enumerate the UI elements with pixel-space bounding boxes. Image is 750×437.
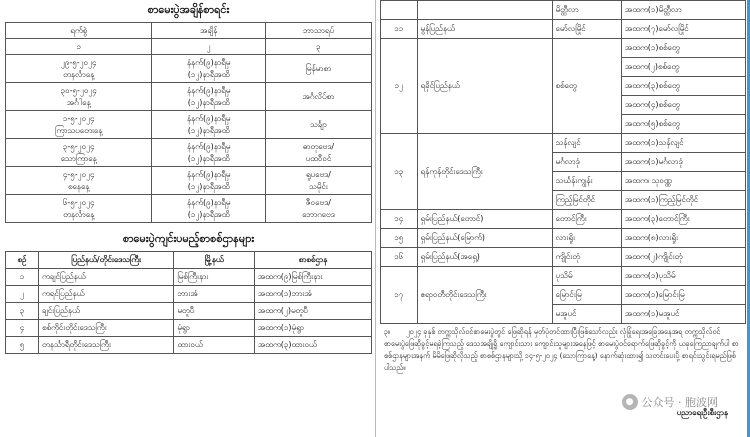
centers-region: ရှမ်းပြည်နယ်(အရှေ့) <box>417 248 552 267</box>
centers-center: အထက(၃)ထားဝယ် <box>254 337 371 354</box>
schedule-index: ၃ <box>265 39 371 55</box>
schedule-time: နံနက်(၉)နာရီမှ (၁၂)နာရီအထိ <box>152 167 265 195</box>
left-column <box>5 0 372 437</box>
department-signature: ပညာရေးဦးစီးဌာန <box>676 408 728 417</box>
schedule-time: နံနက်(၉)နာရီမှ (၁၂)နာရီအထိ <box>152 139 265 167</box>
centers-header-region: ပြည်နယ်/တိုင်းဒေသကြီး <box>38 252 173 269</box>
centers-table-continued <box>380 0 746 324</box>
centers-no: ၃ <box>6 303 39 320</box>
schedule-date: ၃၀-၅-၂၀၂၄ အင်္ဂါနေ့ <box>6 83 152 111</box>
centers-no: ၁၁ <box>381 20 418 39</box>
centers-no: ၁၆ <box>381 248 418 267</box>
centers-center: အထက(၁)မြောင်းမြ <box>621 286 745 305</box>
note-text: ၂၀၂၄ ခုနှစ် တက္ကသိုလ်ဝင်စာမေးပွဲတွင် ဖြေဆိုရန် မှတ်ပုံတင်ထားပြီးဖြစ်သော်လည်း လုံခြုံရေးအခြေအနေအရ တက္ကသိုလ်ဝင်စာမေးပွဲဖြေဆိုခွင့်မရခဲ့ကြသည့် ဒေသအချို့ရှိ ကျောင်းသား ကျောင်းသူများအနေဖြင့် စာမေးပွဲဝင်ရောက်ဖြေဆိုခွင့်ကို ယခုကြေညာချက်ပါ စာစစ်ဌာနများအနက် မိမိဖြေဆိုလိုသည့် စာစစ်ဌာနများသို့ ၁၄-၅-၂၀၂၄ (သောကြာနေ့) နောက်ဆုံးထား၍ သတင်းပေးပို့ စာရင်းသွင်းရမည်ဖြစ်ပါသည်။ <box>384 327 739 372</box>
column-divider <box>375 0 376 437</box>
schedule-row <box>6 139 372 167</box>
schedule-subject: အင်္ဂလိပ်စာ <box>265 83 371 111</box>
centers-center: အထက(၂)စစ်တွေ <box>621 58 745 77</box>
centers-row <box>6 269 372 286</box>
centers-region: ရှမ်းပြည်နယ်(တောင်) <box>417 210 552 229</box>
centers-region: ကချင်ပြည်နယ် <box>38 269 173 286</box>
centers-row <box>6 303 372 320</box>
centers-township: မော်လမြိုင် <box>552 20 621 39</box>
centers-center: အထက(၃)တောင်ကြီး <box>621 210 745 229</box>
watermark-text: 公众号 · 胞波网 <box>641 396 718 409</box>
centers-no: ၁၇ <box>381 267 418 324</box>
centers-township: မင်္ဂလာဒုံ <box>552 153 621 172</box>
centers-region <box>417 1 552 20</box>
centers-row <box>381 267 746 286</box>
schedule-subject: ဓာတုဗေဒ/ ပထဝီဝင် <box>265 139 371 167</box>
schedule-date: ၆-၅-၂၀၂၄ တနင်္လာနေ့ <box>6 195 152 223</box>
centers-center: အထက(၁)မိတ္ထီလာ <box>621 1 745 20</box>
centers-center: အထက(၁)သန်လျင် <box>621 134 745 153</box>
centers-center: အထက(၁)ဘားအံ <box>254 286 371 303</box>
centers-no: ၁ <box>6 269 39 286</box>
schedule-time: နံနက်(၉)နာရီမှ (၁၂)နာရီအထိ <box>152 83 265 111</box>
schedule-date: ၁-၅-၂၀၂၄ ကြာသပတေးနေ့ <box>6 111 152 139</box>
centers-region: ဧရာဝတီတိုင်းဒေသကြီး <box>417 267 552 324</box>
centers-township: ထားဝယ် <box>174 337 255 354</box>
schedule-row <box>6 195 372 223</box>
schedule-subject: သင်္ချာ <box>265 111 371 139</box>
schedule-date: ၄-၅-၂၀၂၄ စနေနေ့ <box>6 167 152 195</box>
schedule-header-subject: ဘာသာရပ် <box>265 23 371 39</box>
centers-township: ပုသိမ် <box>552 267 621 286</box>
centers-row <box>381 20 746 39</box>
centers-township: ကြည့်မြင်တိုင် <box>552 191 621 210</box>
centers-township: လားရှိုး <box>552 229 621 248</box>
centers-center: အထက(၉)မြစ်ကြီးနား <box>254 269 371 286</box>
centers-no: ၄ <box>6 320 39 337</box>
centers-center: အထက(၈)လားရှိုး <box>621 229 745 248</box>
centers-center: အထက(၂)ကျိုင်းတုံ <box>621 248 745 267</box>
schedule-header-time: အချိန် <box>152 23 265 39</box>
centers-header-township: မြို့နယ် <box>174 252 255 269</box>
centers-center: အထက(၅)စစ်တွေ <box>621 115 745 134</box>
centers-region: ရန်ကုန်တိုင်းဒေသကြီး <box>417 134 552 210</box>
wechat-icon: ● <box>622 394 638 410</box>
centers-no: ၅ <box>6 337 39 354</box>
centers-region: ရှမ်းပြည်နယ်(မြောက်) <box>417 229 552 248</box>
schedule-row <box>6 55 372 83</box>
schedule-header-date: ရက်စွဲ <box>6 23 152 39</box>
schedule-subject: ဇီဝဗေဒ/ ဘောဂဗေဒ <box>265 195 371 223</box>
centers-center: အထက(၄)စစ်တွေ <box>621 96 745 115</box>
centers-no <box>381 1 418 20</box>
centers-region: မွန်ပြည်နယ် <box>417 20 552 39</box>
centers-township: တောင်ကြီး <box>552 210 621 229</box>
centers-table <box>5 251 372 354</box>
right-column <box>380 0 746 437</box>
centers-no: ၁၄ <box>381 210 418 229</box>
centers-region: စစ်ကိုင်းတိုင်းဒေသကြီး <box>38 320 173 337</box>
centers-township: မြစ်ကြီးနား <box>174 269 255 286</box>
centers-center: အထက(၂)မတူပီ <box>254 303 371 320</box>
schedule-header-row <box>6 23 372 39</box>
centers-region: တနင်္သာရီတိုင်းဒေသကြီး <box>38 337 173 354</box>
centers-township: မိတ္ထီလာ <box>552 1 621 20</box>
schedule-title: စာမေးပွဲအချိန်စာရင်း <box>147 3 230 16</box>
centers-row <box>381 248 746 267</box>
schedule-time: နံနက်(၉)နာရီမှ (၁၂)နာရီအထိ <box>152 111 265 139</box>
centers-no: ၂ <box>6 286 39 303</box>
centers-no: ၁၂ <box>381 39 418 134</box>
centers-township: မအူပင် <box>552 305 621 324</box>
schedule-subject: ရူပဗေဒ/ သမိုင်း <box>265 167 371 195</box>
centers-row <box>381 1 746 20</box>
schedule-index: ၁ <box>6 39 152 55</box>
centers-region: ကရင်ပြည်နယ် <box>38 286 173 303</box>
centers-header-no: စဉ် <box>6 252 39 269</box>
schedule-time: နံနက်(၉)နာရီမှ (၁၂)နာရီအထိ <box>152 195 265 223</box>
centers-center: အထက(၃)စစ်တွေ <box>621 77 745 96</box>
centers-center: အထက(၁)စစ်တွေ <box>621 39 745 58</box>
centers-row <box>381 210 746 229</box>
centers-row <box>6 337 372 354</box>
centers-row <box>6 286 372 303</box>
centers-township: မတူပီ <box>174 303 255 320</box>
centers-no: ၁၅ <box>381 229 418 248</box>
centers-township: စစ်တွေ <box>552 39 621 134</box>
centers-header-row <box>6 252 372 269</box>
centers-row <box>381 39 746 58</box>
centers-title: စာမေးပွဲကျင်းပမည့်စာစစ်ဌာနများ <box>122 232 255 245</box>
centers-township: ကျိုင်းတုံ <box>552 248 621 267</box>
schedule-index: ၂ <box>152 39 265 55</box>
centers-center: အထက(၁)ပုသိမ် <box>621 267 745 286</box>
centers-header-center: စာစစ်ဌာန <box>254 252 371 269</box>
centers-township: သန်လျင် <box>552 134 621 153</box>
centers-township: ဘားအံ <box>174 286 255 303</box>
schedule-index-row <box>6 39 372 55</box>
schedule-row <box>6 111 372 139</box>
centers-row <box>381 134 746 153</box>
centers-center: အထက(၁)မင်္ဂလာဒုံ <box>621 153 745 172</box>
centers-no: ၁၃ <box>381 134 418 210</box>
centers-center: အထက(၁)ကြည့်မြင်တိုင် <box>621 191 745 210</box>
schedule-row <box>6 83 372 111</box>
centers-center: အထက(၇)မော်လမြိုင် <box>621 20 745 39</box>
schedule-date: ၂၉-၅-၂၀၂၄ တနင်္လာနေ့ <box>6 55 152 83</box>
centers-row <box>6 320 372 337</box>
centers-center: အထက(၁)မုံရွာ <box>254 320 371 337</box>
centers-region: ရခိုင်ပြည်နယ် <box>417 39 552 134</box>
schedule-table <box>5 22 372 223</box>
centers-township: မြောင်းမြ <box>552 286 621 305</box>
centers-center: အထက(၁)မအူပင် <box>621 305 745 324</box>
centers-center: အထက၊ သုဝဏ္ဏ <box>621 172 745 191</box>
schedule-time: နံနက်(၉)နာရီမှ (၁၂)နာရီအထိ <box>152 55 265 83</box>
centers-row <box>381 229 746 248</box>
note-number: ၃။ <box>384 327 391 336</box>
centers-township: သင်္ဃန်းကျွန်း <box>552 172 621 191</box>
centers-region: ချင်းပြည်နယ် <box>38 303 173 320</box>
note-paragraph <box>384 326 740 374</box>
centers-township: မုံရွာ <box>174 320 255 337</box>
schedule-subject: မြန်မာစာ <box>265 55 371 83</box>
schedule-date: ၃-၅-၂၀၂၄ သောကြာနေ့ <box>6 139 152 167</box>
schedule-row <box>6 167 372 195</box>
